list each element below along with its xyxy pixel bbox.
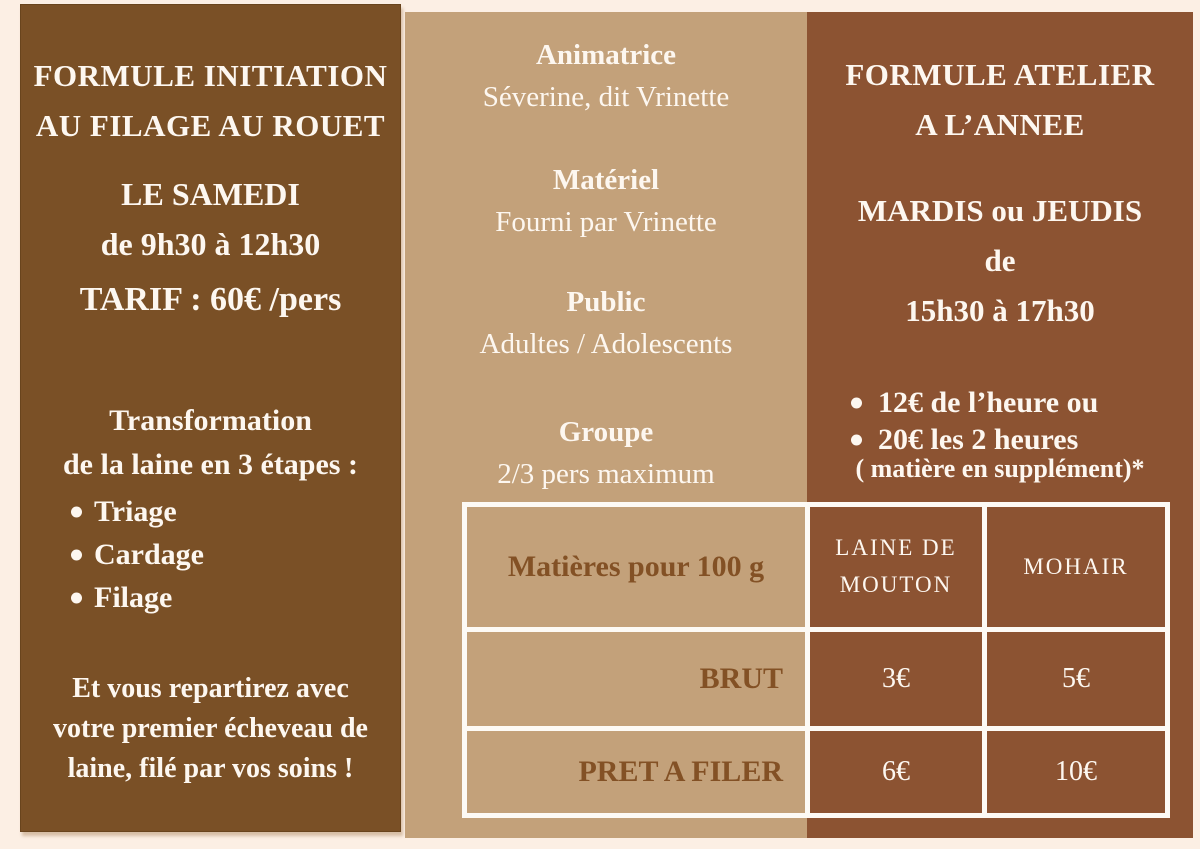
info-label-animatrice: Animatrice (535, 39, 677, 71)
process-title-line2: de la laine en 3 étapes : (63, 448, 358, 481)
atelier-schedule-de: de (984, 243, 1016, 278)
initiation-title (21, 51, 400, 151)
panel-formule-initiation (20, 4, 401, 832)
atelier-title-line1: FORMULE ATELIER (845, 57, 1155, 92)
process-title-line1: Transformation (109, 404, 312, 437)
atelier-title-line2: A L’ANNEE (915, 107, 1085, 142)
table-price-brut-mouton: 3€ (810, 632, 982, 726)
table-price-pret-mouton: 6€ (810, 731, 982, 813)
info-label-materiel: Matériel (552, 164, 660, 196)
info-label-groupe: Groupe (558, 416, 654, 448)
info-section-groupe (405, 411, 807, 495)
table-header-mohair: MOHAIR (987, 507, 1165, 627)
atelier-hours: 15h30 à 17h30 (905, 293, 1095, 328)
info-value-public: Adultes / Adolescents (479, 328, 733, 360)
initiation-title-line2: AU FILAGE AU ROUET (35, 108, 386, 143)
table-header-laine-de-mouton: LAINE DE MOUTON (810, 507, 982, 627)
step-item-triage: Triage (94, 490, 390, 533)
initiation-outro (21, 669, 400, 789)
atelier-price-options (878, 384, 1187, 458)
outro-line2: votre premier écheveau de (53, 713, 368, 744)
info-section-animatrice (405, 34, 807, 118)
initiation-schedule (21, 169, 400, 269)
price-option-two-hours: 20€ les 2 heures (878, 421, 1187, 458)
pricing-table (462, 502, 1170, 818)
initiation-hours: de 9h30 à 12h30 (100, 226, 321, 262)
outro-line3: laine, filé par vos soins ! (67, 753, 354, 784)
atelier-schedule (807, 186, 1193, 336)
table-price-pret-mohair: 10€ (987, 731, 1165, 813)
process-steps-list (94, 490, 390, 619)
atelier-title (807, 50, 1193, 150)
info-value-animatrice: Séverine, dit Vrinette (482, 81, 730, 113)
info-value-groupe: 2/3 pers maximum (497, 458, 715, 490)
initiation-title-line1: FORMULE INITIATION (33, 58, 388, 93)
info-section-public (405, 281, 807, 365)
info-label-public: Public (566, 286, 646, 318)
initiation-price: TARIF : 60€ /pers (79, 281, 342, 318)
step-item-cardage: Cardage (94, 533, 390, 576)
process-title (21, 399, 400, 487)
table-price-brut-mohair: 5€ (987, 632, 1165, 726)
info-section-materiel (405, 159, 807, 243)
atelier-price-note: ( matière en supplément)* (855, 454, 1145, 483)
atelier-days: MARDIS ou JEUDIS (857, 193, 1143, 228)
table-row-label-pret-a-filer: PRET A FILER (467, 731, 805, 813)
table-row-label-brut: BRUT (467, 632, 805, 726)
step-item-filage: Filage (94, 576, 390, 619)
price-option-hour: 12€ de l’heure ou (878, 384, 1187, 421)
initiation-day: LE SAMEDI (121, 176, 300, 212)
table-header-matieres: Matières pour 100 g (467, 507, 805, 627)
outro-line1: Et vous repartirez avec (72, 673, 349, 704)
info-value-materiel: Fourni par Vrinette (495, 206, 717, 238)
